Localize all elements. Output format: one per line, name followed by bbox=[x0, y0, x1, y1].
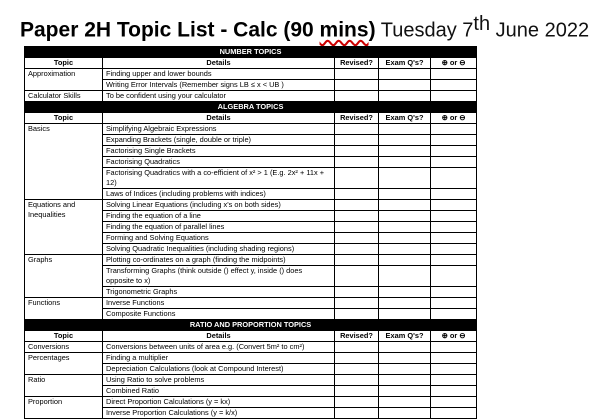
exam-questions-cell[interactable] bbox=[379, 211, 431, 222]
exam-questions-cell[interactable] bbox=[379, 168, 431, 189]
confidence-cell[interactable] bbox=[431, 80, 477, 91]
title-mins-number: 90 bbox=[290, 18, 320, 42]
table-row bbox=[25, 397, 477, 408]
details-cell: Conversions between units of area e.g. (Convert 5m² to cm²) bbox=[103, 342, 335, 353]
topic-cell: Proportion bbox=[25, 397, 103, 419]
details-cell: Finding upper and lower bounds bbox=[103, 69, 335, 80]
details-cell: Plotting co-ordinates on a graph (finding the midpoints) bbox=[103, 255, 335, 266]
confidence-cell[interactable] bbox=[431, 168, 477, 189]
column-header-topic: Topic bbox=[25, 113, 103, 124]
confidence-cell[interactable] bbox=[431, 408, 477, 419]
topic-cell: Calculator Skills bbox=[25, 91, 103, 102]
section-header-row bbox=[25, 102, 477, 113]
section-title: NUMBER TOPICS bbox=[25, 47, 477, 58]
details-cell: Depreciation Calculations (look at Compound Interest) bbox=[103, 364, 335, 375]
title-date-post: June 2022 bbox=[490, 19, 589, 42]
revised-cell[interactable] bbox=[335, 222, 379, 233]
table-row bbox=[25, 342, 477, 353]
column-header-topic: Topic bbox=[25, 331, 103, 342]
exam-questions-cell[interactable] bbox=[379, 353, 431, 364]
exam-questions-cell[interactable] bbox=[379, 364, 431, 375]
column-header-details: Details bbox=[103, 331, 335, 342]
title-close: ) bbox=[368, 18, 376, 42]
confidence-cell[interactable] bbox=[431, 375, 477, 386]
table-row bbox=[25, 255, 477, 266]
revised-cell[interactable] bbox=[335, 211, 379, 222]
column-header-confidence: ⊕ or ⊖ bbox=[431, 331, 477, 342]
column-header-row bbox=[25, 113, 477, 124]
details-cell: Combined Ratio bbox=[103, 386, 335, 397]
table-row bbox=[25, 353, 477, 364]
exam-questions-cell[interactable] bbox=[379, 189, 431, 200]
topic-cell: Percentages bbox=[25, 353, 103, 375]
table-row bbox=[25, 200, 477, 211]
revised-cell[interactable] bbox=[335, 266, 379, 287]
topic-cell: Basics bbox=[25, 124, 103, 200]
column-header-details: Details bbox=[103, 113, 335, 124]
column-header-row bbox=[25, 58, 477, 69]
confidence-cell[interactable] bbox=[431, 397, 477, 408]
details-cell: Factorising Quadratics with a co-efficient of x² > 1 (E.g. 2x² + 11x + 12) bbox=[103, 168, 335, 189]
confidence-cell[interactable] bbox=[431, 244, 477, 255]
revised-cell[interactable] bbox=[335, 168, 379, 189]
confidence-cell[interactable] bbox=[431, 124, 477, 135]
topic-cell: Ratio bbox=[25, 375, 103, 397]
exam-questions-cell[interactable] bbox=[379, 91, 431, 102]
exam-questions-cell[interactable] bbox=[379, 135, 431, 146]
exam-questions-cell[interactable] bbox=[379, 255, 431, 266]
confidence-cell[interactable] bbox=[431, 91, 477, 102]
exam-questions-cell[interactable] bbox=[379, 222, 431, 233]
topic-cell: Functions bbox=[25, 298, 103, 320]
revised-cell[interactable] bbox=[335, 124, 379, 135]
title-mins-word: mins bbox=[319, 18, 369, 42]
column-header-exam-questions: Exam Q's? bbox=[379, 113, 431, 124]
confidence-cell[interactable] bbox=[431, 255, 477, 266]
topic-table bbox=[24, 46, 477, 419]
title-date-sup: th bbox=[473, 13, 491, 35]
confidence-cell[interactable] bbox=[431, 146, 477, 157]
column-header-details: Details bbox=[103, 58, 335, 69]
exam-questions-cell[interactable] bbox=[379, 124, 431, 135]
exam-questions-cell[interactable] bbox=[379, 233, 431, 244]
details-cell: Forming and Solving Equations bbox=[103, 233, 335, 244]
topic-cell: Approximation bbox=[25, 69, 103, 91]
details-cell: Simplifying Algebraic Expressions bbox=[103, 124, 335, 135]
confidence-cell[interactable] bbox=[431, 298, 477, 309]
confidence-cell[interactable] bbox=[431, 200, 477, 211]
details-cell: Transforming Graphs (think outside () effect y, inside () does opposite to x) bbox=[103, 266, 335, 287]
revised-cell[interactable] bbox=[335, 157, 379, 168]
title-date-pre: Tuesday 7 bbox=[375, 19, 474, 42]
revised-cell[interactable] bbox=[335, 375, 379, 386]
confidence-cell[interactable] bbox=[431, 342, 477, 353]
details-cell: Writing Error Intervals (Remember signs LB ≤ x < UB ) bbox=[103, 80, 335, 91]
section-header-row bbox=[25, 320, 477, 331]
details-cell: Using Ratio to solve problems bbox=[103, 375, 335, 386]
exam-questions-cell[interactable] bbox=[379, 244, 431, 255]
revised-cell[interactable] bbox=[335, 146, 379, 157]
revised-cell[interactable] bbox=[335, 233, 379, 244]
details-cell: Finding the equation of a line bbox=[103, 211, 335, 222]
details-cell: Composite Functions bbox=[103, 309, 335, 320]
confidence-cell[interactable] bbox=[431, 309, 477, 320]
confidence-cell[interactable] bbox=[431, 222, 477, 233]
confidence-cell[interactable] bbox=[431, 353, 477, 364]
revised-cell[interactable] bbox=[335, 135, 379, 146]
revised-cell[interactable] bbox=[335, 353, 379, 364]
details-cell: Factorising Single Brackets bbox=[103, 146, 335, 157]
details-cell: Direct Proportion Calculations (y = kx) bbox=[103, 397, 335, 408]
revised-cell[interactable] bbox=[335, 244, 379, 255]
table-row bbox=[25, 91, 477, 102]
details-cell: Inverse Proportion Calculations (y = k/x) bbox=[103, 408, 335, 419]
revised-cell[interactable] bbox=[335, 408, 379, 419]
title-main: Paper 2H Topic List - Calc ( bbox=[20, 18, 291, 42]
page-title bbox=[20, 2, 589, 46]
topic-table-body bbox=[25, 47, 477, 419]
details-cell: Solving Linear Equations (including x's on both sides) bbox=[103, 200, 335, 211]
exam-questions-cell[interactable] bbox=[379, 298, 431, 309]
revised-cell[interactable] bbox=[335, 309, 379, 320]
revised-cell[interactable] bbox=[335, 200, 379, 211]
revised-cell[interactable] bbox=[335, 397, 379, 408]
confidence-cell[interactable] bbox=[431, 157, 477, 168]
column-header-revised: Revised? bbox=[335, 58, 379, 69]
details-cell: Finding the equation of parallel lines bbox=[103, 222, 335, 233]
column-header-exam-questions: Exam Q's? bbox=[379, 331, 431, 342]
exam-questions-cell[interactable] bbox=[379, 80, 431, 91]
column-header-row bbox=[25, 331, 477, 342]
exam-questions-cell[interactable] bbox=[379, 408, 431, 419]
column-header-revised: Revised? bbox=[335, 331, 379, 342]
section-title: ALGEBRA TOPICS bbox=[25, 102, 477, 113]
revised-cell[interactable] bbox=[335, 69, 379, 80]
details-cell: Solving Quadratic Inequalities (including shading regions) bbox=[103, 244, 335, 255]
topic-cell: Conversions bbox=[25, 342, 103, 353]
confidence-cell[interactable] bbox=[431, 386, 477, 397]
exam-questions-cell[interactable] bbox=[379, 146, 431, 157]
table-row bbox=[25, 69, 477, 80]
exam-questions-cell[interactable] bbox=[379, 69, 431, 80]
confidence-cell[interactable] bbox=[431, 189, 477, 200]
column-header-exam-questions: Exam Q's? bbox=[379, 58, 431, 69]
revised-cell[interactable] bbox=[335, 342, 379, 353]
confidence-cell[interactable] bbox=[431, 135, 477, 146]
revised-cell[interactable] bbox=[335, 80, 379, 91]
details-cell: Factorising Quadratics bbox=[103, 157, 335, 168]
revised-cell[interactable] bbox=[335, 364, 379, 375]
details-cell: To be confident using your calculator bbox=[103, 91, 335, 102]
section-header-row bbox=[25, 47, 477, 58]
column-header-topic: Topic bbox=[25, 58, 103, 69]
revised-cell[interactable] bbox=[335, 91, 379, 102]
exam-questions-cell[interactable] bbox=[379, 375, 431, 386]
revised-cell[interactable] bbox=[335, 287, 379, 298]
details-cell: Inverse Functions bbox=[103, 298, 335, 309]
table-row bbox=[25, 124, 477, 135]
column-header-confidence: ⊕ or ⊖ bbox=[431, 58, 477, 69]
details-cell: Trigonometric Graphs bbox=[103, 287, 335, 298]
exam-questions-cell[interactable] bbox=[379, 287, 431, 298]
revised-cell[interactable] bbox=[335, 386, 379, 397]
details-cell: Finding a multiplier bbox=[103, 353, 335, 364]
table-row bbox=[25, 375, 477, 386]
details-cell: Expanding Brackets (single, double or triple) bbox=[103, 135, 335, 146]
confidence-cell[interactable] bbox=[431, 287, 477, 298]
confidence-cell[interactable] bbox=[431, 364, 477, 375]
exam-questions-cell[interactable] bbox=[379, 386, 431, 397]
revised-cell[interactable] bbox=[335, 298, 379, 309]
exam-questions-cell[interactable] bbox=[379, 200, 431, 211]
confidence-cell[interactable] bbox=[431, 266, 477, 287]
exam-questions-cell[interactable] bbox=[379, 157, 431, 168]
details-cell: Laws of Indices (including problems with indices) bbox=[103, 189, 335, 200]
confidence-cell[interactable] bbox=[431, 233, 477, 244]
exam-questions-cell[interactable] bbox=[379, 266, 431, 287]
section-title: RATIO AND PROPORTION TOPICS bbox=[25, 320, 477, 331]
topic-cell: Equations and Inequalities bbox=[25, 200, 103, 255]
revised-cell[interactable] bbox=[335, 189, 379, 200]
exam-questions-cell[interactable] bbox=[379, 397, 431, 408]
table-row bbox=[25, 298, 477, 309]
exam-questions-cell[interactable] bbox=[379, 309, 431, 320]
exam-questions-cell[interactable] bbox=[379, 342, 431, 353]
topic-cell: Graphs bbox=[25, 255, 103, 298]
column-header-confidence: ⊕ or ⊖ bbox=[431, 113, 477, 124]
confidence-cell[interactable] bbox=[431, 211, 477, 222]
column-header-revised: Revised? bbox=[335, 113, 379, 124]
confidence-cell[interactable] bbox=[431, 69, 477, 80]
revised-cell[interactable] bbox=[335, 255, 379, 266]
